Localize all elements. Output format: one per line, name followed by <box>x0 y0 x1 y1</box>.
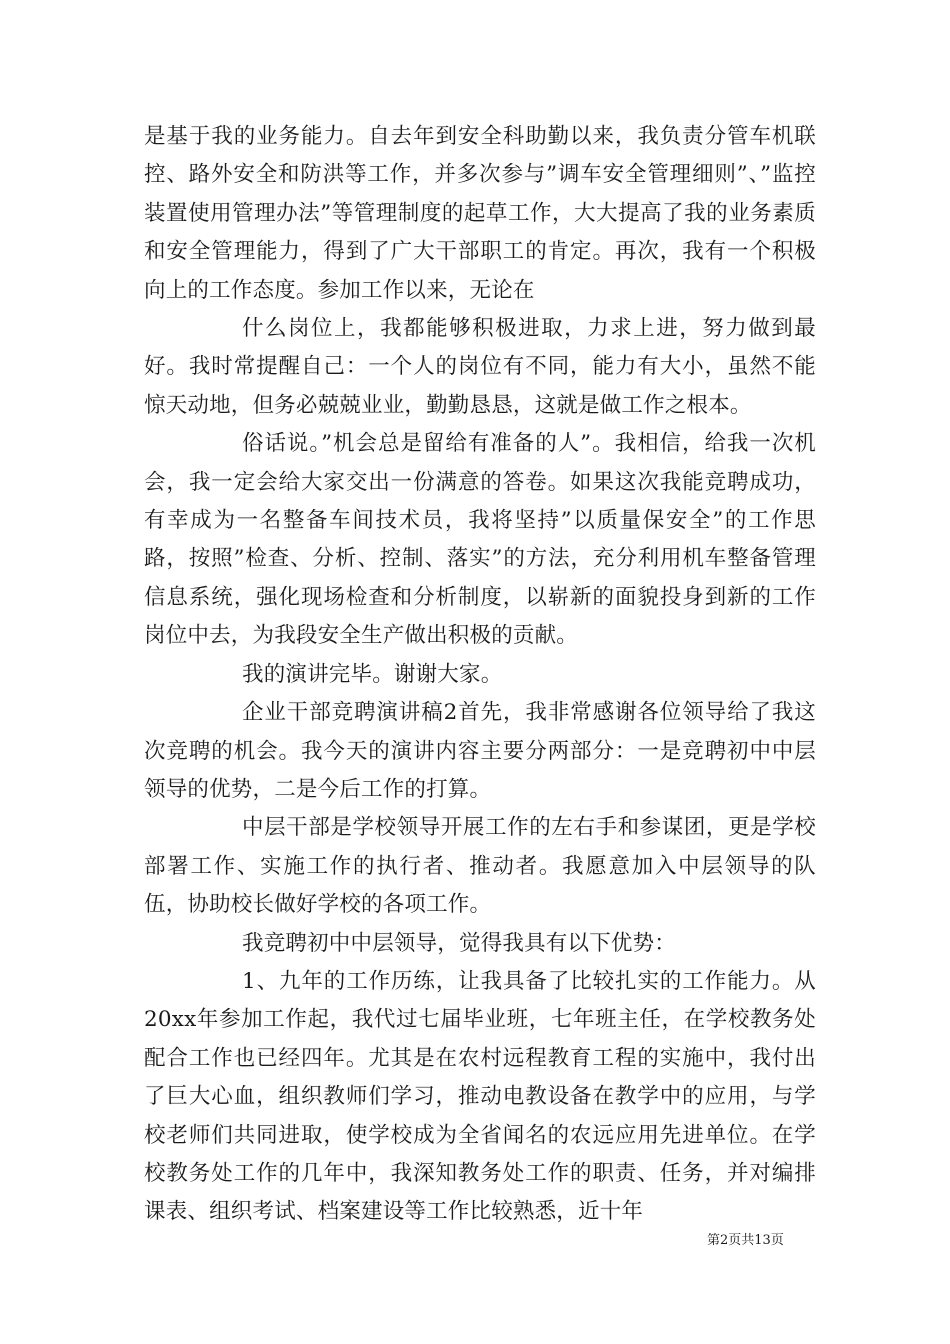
paragraph-7: 我竞聘初中中层领导，觉得我具有以下优势： <box>242 930 677 956</box>
paragraph-3: 俗话说。”机会总是留给有准备的人”。我相信，给我一次机会，我一定会给大家交出一份满意的答卷。如果这次我能竞聘成功，有幸成为一名整备车间技术员，我将坚持”以质量保安全”的工作思路，按照”检查、分析、控制、落实”的方法，充分利用机车整备管理信息系统，强化现场检查和分析制度，以崭新的面貌投身到新的工作岗位中去，为我段安全生产做出积极的贡献。 <box>144 431 816 649</box>
paragraph-6: 中层干部是学校领导开展工作的左右手和参谋团，更是学校部署工作、实施工作的执行者、推动者。我愿意加入中层领导的队伍，协助校长做好学校的各项工作。 <box>144 815 816 918</box>
paragraph-2: 什么岗位上，我都能够积极进取，力求上进，努力做到最好。我时常提醒自己：一个人的岗位有不同，能力有大小，虽然不能惊天动地，但务必兢兢业业，勤勤恳恳，这就是做工作之根本。 <box>144 316 816 418</box>
paragraph-5: 企业干部竞聘演讲稿2首先，我非常感谢各位领导给了我这次竞聘的机会。我今天的演讲内容主要分两部分：一是竞聘初中中层领导的优势，二是今后工作的打算。 <box>144 700 816 802</box>
paragraph-4: 我的演讲完毕。谢谢大家。 <box>242 661 503 687</box>
paragraph-1: 是基于我的业务能力。自去年到安全科助勤以来，我负责分管车机联控、路外安全和防洪等工作，并多次参与”调车安全管理细则”、”监控装置使用管理办法”等管理制度的起草工作，大大提高了我的业务素质和安全管理能力，得到了广大干部职工的肯定。再次，我有一个积极向上的工作态度。参加工作以来，无论在 <box>144 124 816 303</box>
document-body <box>144 118 816 1232</box>
paragraph-8: 1、九年的工作历练，让我具备了比较扎实的工作能力。从20xx年参加工作起，我代过七届毕业班，七年班主任，在学校教务处配合工作也已经四年。尤其是在农村远程教育工程的实施中，我付出了巨大心血，组织教师们学习，推动电教设备在教学中的应用，与学校老师们共同进取，使学校成为全省闻名的农远应用先进单位。在学校教务处工作的几年中，我深知教务处工作的职责、任务，并对编排课表、组织考试、档案建设等工作比较熟悉，近十年 <box>144 968 816 1225</box>
page-number-footer: 第2页共13页 <box>707 1233 784 1248</box>
